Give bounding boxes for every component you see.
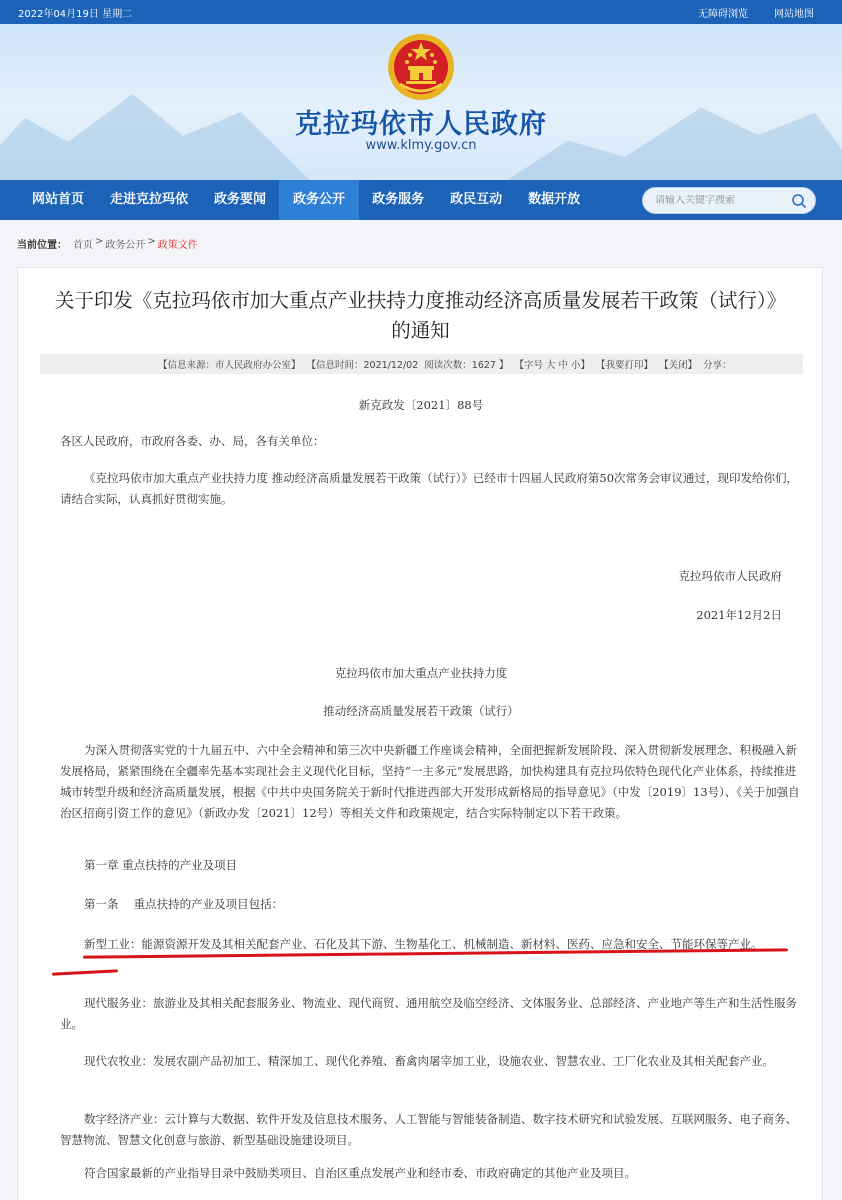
breadcrumb-current: 政策文件 <box>157 240 198 251</box>
industry-paragraph: 新型工业：能源资源开发及其相关配套产业、石化及其下游、生物基化工、机械制造、新材料、医药、应急和安全、节能环保等产业。 <box>84 937 763 951</box>
document-number: 新克政发〔2021〕88号 <box>358 398 484 412</box>
agriculture-paragraph: 现代农牧业：发展农副产品初加工、精深加工、现代化养殖、畜禽肉屠宰加工业，设施农业、智慧农业、工厂化农业及其相关配套产业。 <box>84 1054 774 1068</box>
article-title: 关于印发《克拉玛依市加大重点产业扶持力度推动经济高质量发展若干政策（试行）》的通知 <box>54 289 787 342</box>
breadcrumb-separator: > <box>95 236 104 247</box>
body-paragraph: 《克拉玛依市加大重点产业扶持力度 推动经济高质量发展若干政策（试行）》已经市十四届人民政府第50次常务会审议通过，现印发给你们，请结合实际，认真抓好贯彻实施。 <box>60 471 799 506</box>
meta-source: 【信息来源：市人民政府办公室】 <box>158 360 301 371</box>
addressee: 各区人民政府，市政府各委、办、局，各有关单位： <box>60 434 325 448</box>
site-url: www.klmy.gov.cn <box>365 138 477 153</box>
breadcrumb-open-affairs-link[interactable]: 政务公开 <box>105 240 146 251</box>
current-date: 2022年04月19日 星期二 <box>18 8 133 20</box>
accessible-browse-link[interactable]: 无障碍浏览 <box>698 8 748 20</box>
nav-item-open-data[interactable]: 数据开放 <box>528 192 581 207</box>
share-label: 分享： <box>703 360 732 371</box>
close-link[interactable]: 【关闭】 <box>659 360 698 371</box>
nav-item-services[interactable]: 政务服务 <box>372 192 425 207</box>
policy-subtitle: 克拉玛依市加大重点产业扶持力度 <box>334 666 508 680</box>
search-box <box>642 187 816 214</box>
site-title: 克拉玛依市人民政府 <box>295 109 547 140</box>
font-size-control[interactable]: 【字号 大 中 小】 <box>514 360 591 371</box>
breadcrumb <box>17 236 198 251</box>
breadcrumb-home-link[interactable]: 首页 <box>73 240 93 251</box>
breadcrumb-separator: > <box>147 236 156 247</box>
sitemap-link[interactable]: 网站地图 <box>774 8 814 20</box>
meta-time: 【信息时间：2021/12/02 <box>306 360 419 371</box>
nav-item-interaction[interactable]: 政民互动 <box>450 192 503 207</box>
nav-item-home[interactable]: 网站首页 <box>32 192 85 207</box>
nav-item-open-affairs[interactable]: 政务公开 <box>279 180 359 220</box>
nav-item-about[interactable]: 走进克拉玛依 <box>110 192 189 207</box>
article-clause: 第一条 重点扶持的产业及项目包括： <box>84 897 284 911</box>
digital-economy-paragraph: 数字经济产业：云计算与大数据、软件开发及信息技术服务、人工智能与智能装备制造、数字技术研究和试验发展、互联网服务、电子商务、智慧物流、智慧文化创意与旅游、新型基础设施建设项目。 <box>60 1112 797 1147</box>
signature-date: 2021年12月2日 <box>696 608 782 622</box>
services-paragraph: 现代服务业：旅游业及其相关配套服务业、物流业、现代商贸、通用航空及临空经济、文体服务业、总部经济、产业地产等生产和生活性服务业。 <box>60 996 797 1031</box>
site-banner <box>0 24 842 180</box>
chapter-heading: 第一章 重点扶持的产业及项目 <box>84 858 238 872</box>
signer: 克拉玛依市人民政府 <box>678 569 782 583</box>
top-utility-bar <box>0 0 842 24</box>
meta-views: 阅读次数：1627 】 <box>424 360 509 371</box>
intro-paragraph: 为深入贯彻落实党的十九届五中、六中全会精神和第三次中央新疆工作座谈会精神，全面把握新发展阶段、深入贯彻新发展理念、积极融入新发展格局，紧紧围绕在全疆率先基本实现社会主义现代化目标，坚持“一主多元”发展思路，加快构建具有克拉玛依特色现代化产业体系，持续推进城市转型升级和经济高质量发展，根据《中共中央国务院关于新时代推进西部大开发形成新格局的指导意见》（中发〔2019〕13号）、《关于加强自治区招商引资工作的意见》（新政办发〔2021〕12号）等相关文件和政策规定，结合实际特制定以下若干政策。 <box>60 743 800 820</box>
article-meta-bar <box>40 354 803 374</box>
breadcrumb-label: 当前位置： <box>17 240 67 251</box>
national-emblem-icon <box>386 32 456 102</box>
print-link[interactable]: 【我要打印】 <box>596 360 654 371</box>
annotation-underline <box>52 969 118 975</box>
nav-item-news[interactable]: 政务要闻 <box>214 192 267 207</box>
policy-subtitle: 推动经济高质量发展若干政策（试行） <box>323 704 519 718</box>
search-icon[interactable] <box>791 193 807 209</box>
article-panel <box>17 267 823 1200</box>
search-input[interactable] <box>655 195 795 206</box>
other-industries-paragraph: 符合国家最新的产业指导目录中鼓励类项目、自治区重点发展产业和经市委、市政府确定的其他产业及项目。 <box>84 1166 636 1180</box>
